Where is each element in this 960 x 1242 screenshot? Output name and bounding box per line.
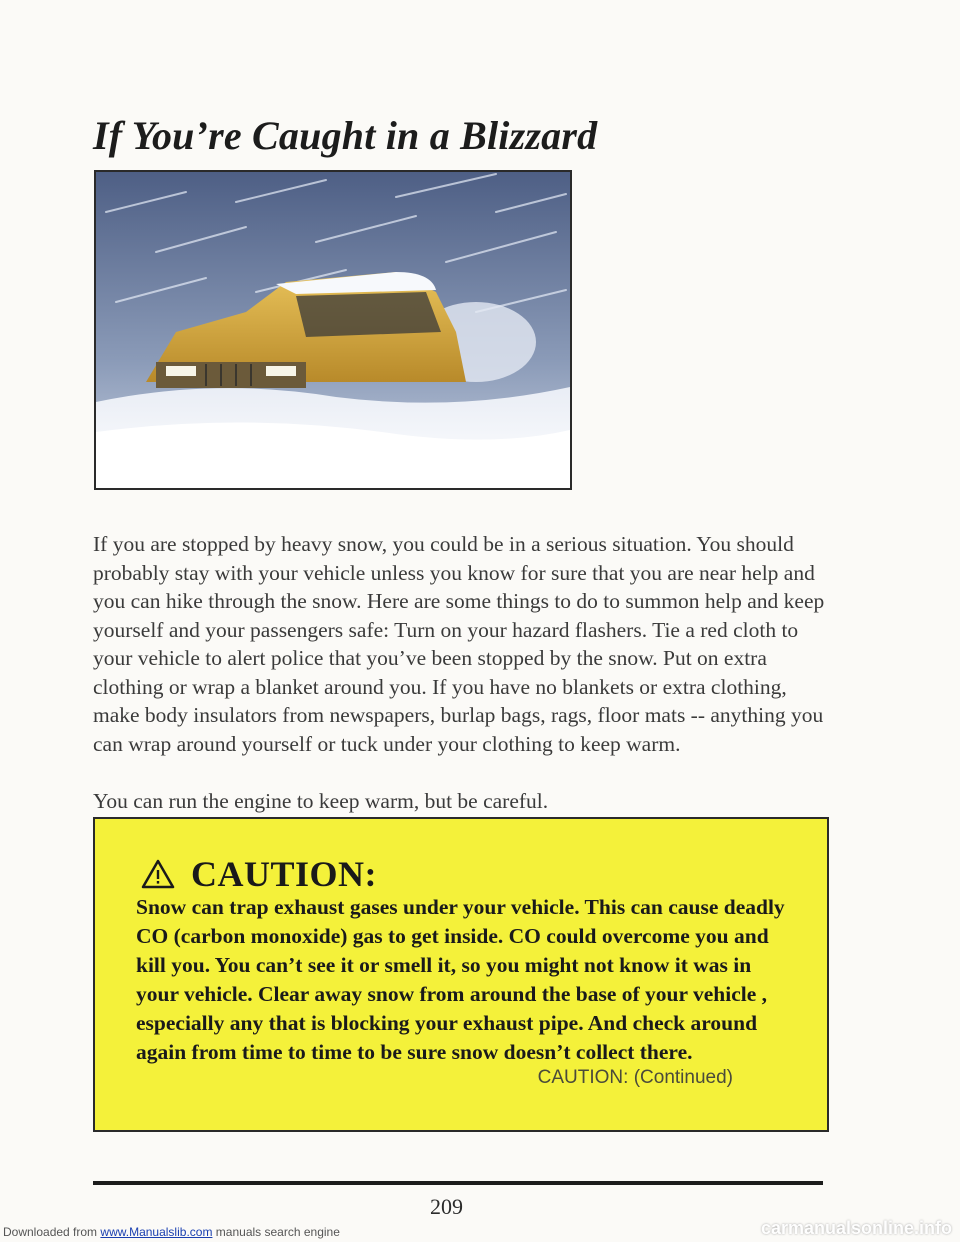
blizzard-car-illustration [94,170,572,490]
snowbound-car-image [96,172,570,488]
caution-header [141,853,377,895]
download-notice [3,1225,340,1239]
download-suffix: manuals search engine [215,1225,340,1239]
caution-title: CAUTION: [191,854,378,894]
page-title: If You’re Caught in a Blizzard [93,113,598,158]
watermark: carmanualsonline.info [760,1218,952,1238]
manualslib-link[interactable]: www.Manualslib.com [100,1225,213,1239]
warning-triangle-icon [141,859,175,889]
download-prefix: Downloaded from [3,1225,98,1239]
page-number: 209 [430,1194,463,1219]
caution-continued-label: CAUTION: (Continued) [537,1067,733,1088]
engine-paragraph: You can run the engine to keep warm, but be careful. [93,789,549,813]
caution-text: Snow can trap exhaust gases under your vehicle. This can cause deadly CO (carbon monoxide) gas to get inside. CO could overcome you and kill you. You can’t see it or smell it, so you might not know it was in your vehicle. Clear away snow from around the base of your vehicle , especially any that is blocking your exhaust pipe. And check around again from time to time to be sure snow doesn’t collect there. [136,895,785,1064]
footer-rule [93,1181,823,1185]
caution-box [93,817,829,1132]
intro-paragraph: If you are stopped by heavy snow, you could be in a serious situation. You should probably stay with your vehicle unless you know for sure that you are near help and you can hike through the snow. Here are some things to do to summon help and keep yourself and your passengers safe: Turn on your hazard flashers. Tie a red cloth to your vehicle to alert police that you’ve been stopped by the snow. Put on extra clothing or wrap a blanket around you. If you have no blankets or extra clothing, make body insulators from newspapers, burlap bags, rags, floor mats -- anything you can wrap around yourself or tuck under your clothing to keep warm. [93,532,825,756]
